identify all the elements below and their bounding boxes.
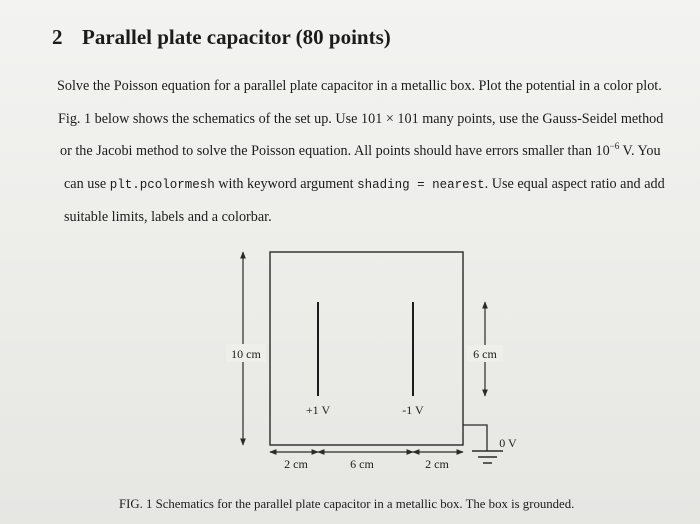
ground-wire xyxy=(463,425,487,451)
plate-negative-label: -1 V xyxy=(402,403,424,417)
code-keyword-argument: shading = nearest xyxy=(357,177,485,192)
statement-line: Fig. 1 below shows the schematics of the set up. Use 101 × 101 many points, use the Gauss-Seidel method xyxy=(58,110,664,127)
statement-text: can use xyxy=(64,175,110,192)
ground-label: 0 V xyxy=(499,436,517,450)
plate-positive-label: +1 V xyxy=(305,403,331,417)
problem-title: Parallel plate capacitor (80 points) xyxy=(82,25,391,49)
statement-text: with keyword argument xyxy=(214,175,358,192)
exponent: −6 xyxy=(609,141,620,151)
height-label: 10 cm xyxy=(231,347,261,361)
statement-line: Solve the Poisson equation for a parallel plate capacitor in a metallic box. Plot the potential in a color plot. xyxy=(57,78,662,94)
code-function: plt.pcolormesh xyxy=(109,177,215,192)
statement-text: V. You xyxy=(619,143,661,159)
gap-left-label: 2 cm xyxy=(284,457,308,471)
problem-number: 2 xyxy=(52,25,63,49)
plate-length-label: 6 cm xyxy=(473,347,497,361)
metal-box xyxy=(270,252,463,445)
figure-caption: FIG. 1 Schematics for the parallel plate capacitor in a metallic box. The box is grounded. xyxy=(119,497,575,511)
gap-right-label: 2 cm xyxy=(425,457,449,471)
statement-text: or the Jacobi method to solve the Poisson equation. All points should have errors smaller than 10 xyxy=(60,143,610,159)
statement-text: . Use equal aspect ratio and add xyxy=(484,175,665,192)
gap-mid-label: 6 cm xyxy=(350,457,374,471)
statement-line: suitable limits, labels and a colorbar. xyxy=(64,209,272,225)
